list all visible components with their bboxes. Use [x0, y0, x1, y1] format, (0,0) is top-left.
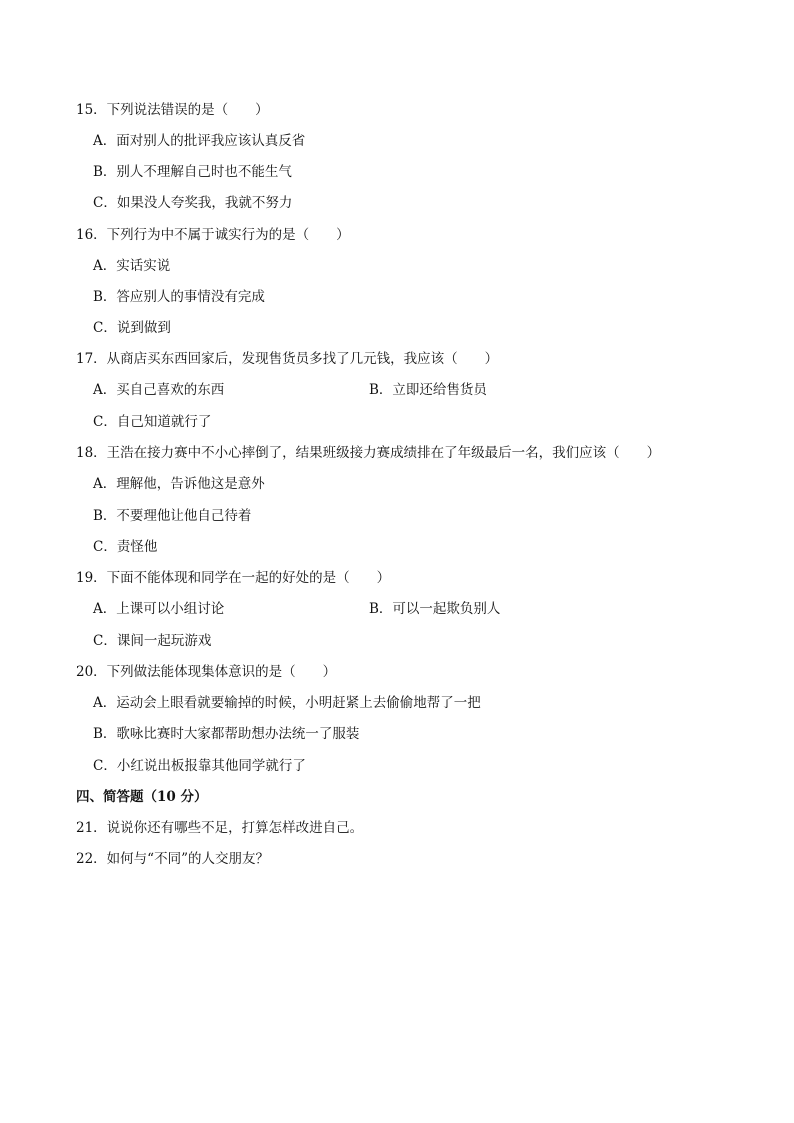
question-15-stem: 15．下列说法错误的是（ ）	[76, 102, 269, 118]
question-16-option-b: B．答应别人的事情没有完成	[93, 289, 265, 305]
question-21: 21．说说你还有哪些不足，打算怎样改进自己。	[76, 820, 364, 836]
question-20-stem: 20．下列做法能体现集体意识的是（ ）	[76, 664, 337, 680]
question-18-option-b: B．不要理他让他自己待着	[93, 508, 252, 524]
question-15-option-b: B．别人不理解自己时也不能生气	[93, 164, 292, 180]
question-19-stem: 19．下面不能体现和同学在一起的好处的是（ ）	[76, 570, 391, 586]
question-15-option-c: C．如果没人夸奖我，我就不努力	[93, 195, 293, 211]
question-16-option-a: A．实话实说	[93, 258, 171, 274]
question-17-option-b: B．立即还给售货员	[369, 382, 487, 398]
question-15-option-a: A．面对别人的批评我应该认真反省	[93, 133, 306, 149]
question-16-stem: 16．下列行为中不属于诚实行为的是（ ）	[76, 227, 350, 243]
question-16-option-c: C．说到做到	[93, 320, 171, 336]
question-20-option-c: C．小红说出板报靠其他同学就行了	[93, 758, 306, 774]
question-17-stem: 17．从商店买东西回家后，发现售货员多找了几元钱，我应该（ ）	[76, 351, 499, 367]
question-19-option-c: C．课间一起玩游戏	[93, 633, 212, 649]
question-19-option-b: B．可以一起欺负别人	[369, 601, 501, 617]
section-4-title: 四、简答题（10 分）	[76, 789, 208, 805]
question-20-option-a: A．运动会上眼看就要输掉的时候，小明赶紧上去偷偷地帮了一把	[93, 695, 481, 711]
question-18-option-a: A．理解他，告诉他这是意外	[93, 476, 265, 492]
question-18-option-c: C．责怪他	[93, 539, 158, 555]
question-17-option-a: A．买自己喜欢的东西	[93, 382, 225, 398]
question-19-option-a: A．上课可以小组讨论	[93, 601, 225, 617]
question-22: 22．如何与“不同”的人交朋友？	[76, 851, 269, 867]
question-18-stem: 18．王浩在接力赛中不小心摔倒了，结果班级接力赛成绩排在了年级最后一名，我们应该（ ）	[76, 445, 661, 461]
question-17-option-c: C．自己知道就行了	[93, 414, 212, 430]
question-20-option-b: B．歌咏比赛时大家都帮助想办法统一了服装	[93, 726, 360, 742]
